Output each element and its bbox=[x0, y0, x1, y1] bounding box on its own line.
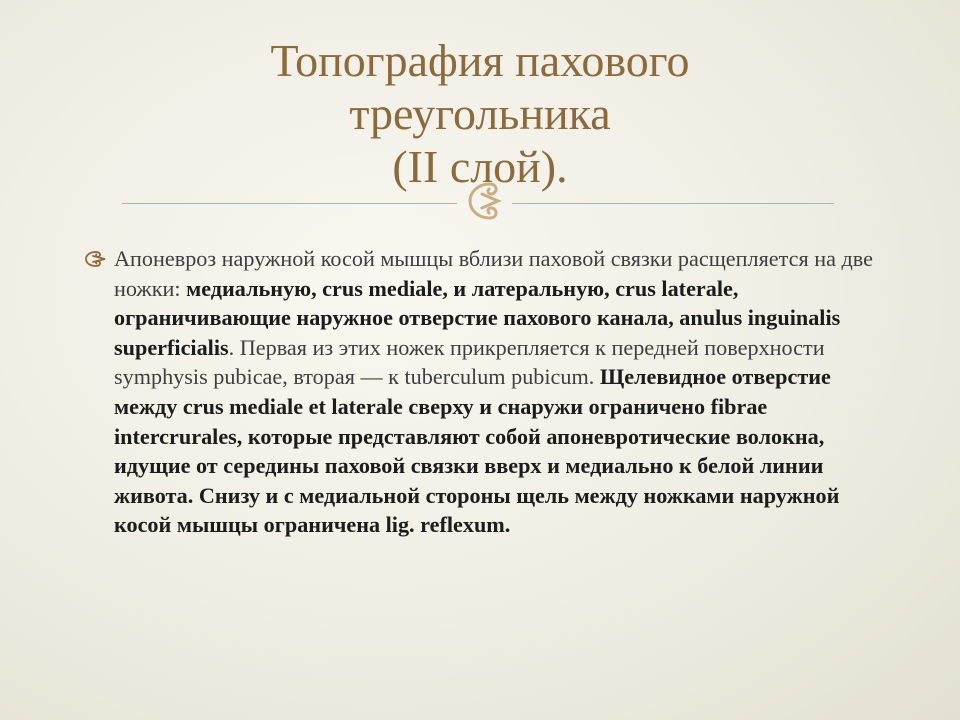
scroll-bullet-icon bbox=[84, 244, 114, 540]
title-line-2: треугольника bbox=[349, 88, 611, 139]
title-line-3: (II слой). bbox=[392, 141, 568, 192]
slide-title bbox=[120, 34, 840, 193]
title-line-1: Топография пахового bbox=[270, 35, 690, 86]
content-bullet bbox=[84, 244, 884, 540]
divider-left bbox=[122, 203, 457, 204]
paragraph-text-1: Апоневроз наружной косой мышцы вблизи паховой связки расщепляется на две ножки: bbox=[114, 246, 873, 301]
scroll-flourish-icon bbox=[460, 176, 510, 226]
paragraph-bold-2: Щелевидное отверстие между crus mediale et laterale сверху и снаружи ограничено fibrae intercrurales, которые представляют собой апоневротические волокна, идущие от середины паховой связки вверх и медиально к белой линии живота. Снизу и с медиальной стороны щель между ножками наружной косой мышцы ограничена lig. reflexum. bbox=[114, 364, 840, 538]
title-block bbox=[120, 34, 840, 193]
paragraph-bold-1: медиальную, crus mediale, и латеральную, crus laterale, ограничивающие наружное отверстие пахового канала, anulus inguinalis superficialis bbox=[114, 275, 841, 360]
divider-right bbox=[512, 203, 834, 204]
paragraph-text-2: . Первая из этих ножек прикрепляется к передней поверхности symphysis pubicae, вторая — к tuberculum pubicum. bbox=[114, 334, 825, 390]
body-paragraph bbox=[114, 244, 884, 540]
